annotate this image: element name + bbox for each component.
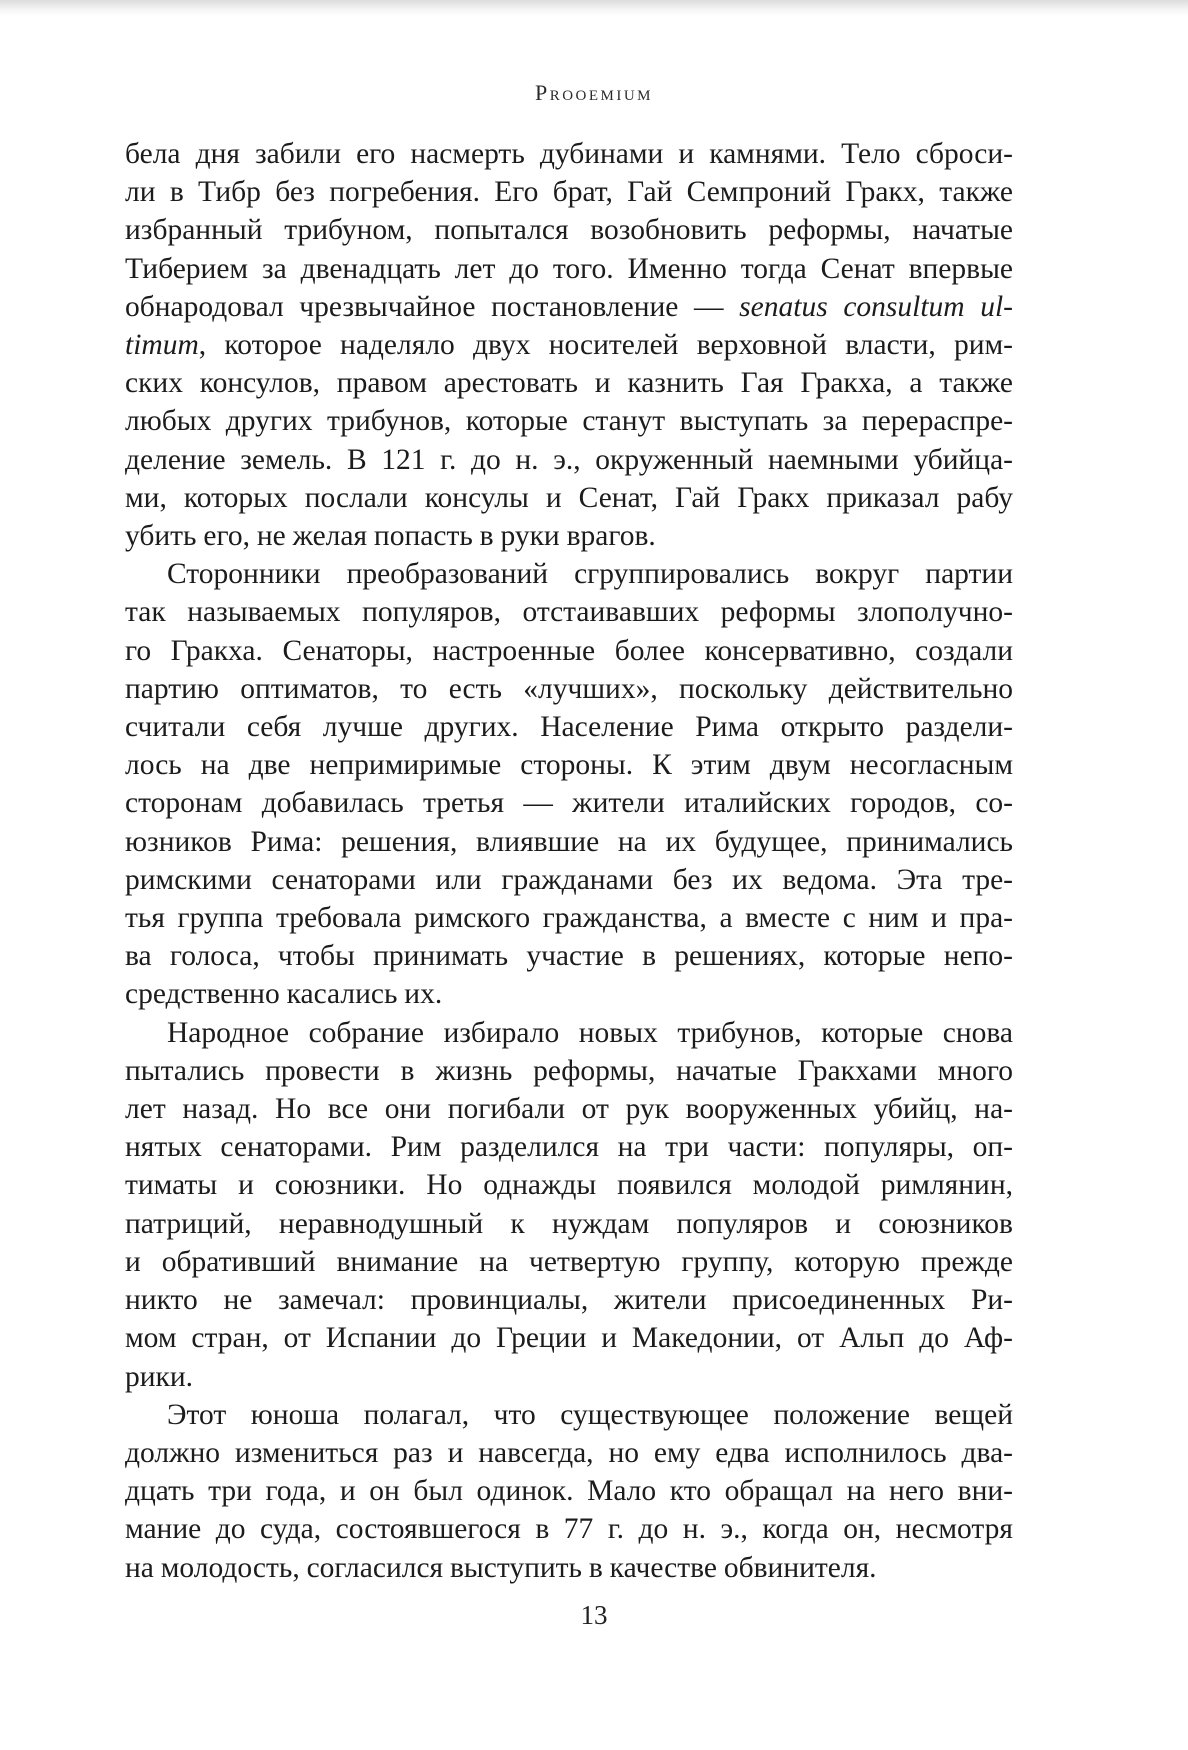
text-line — [125, 861, 1013, 899]
text-line — [125, 211, 1013, 249]
text-line — [125, 1281, 1013, 1319]
text-line — [125, 402, 1013, 440]
text-run: ли в Тибр без погребения. Его брат, Гай Семпроний Гракх, также — [125, 176, 1013, 209]
text-line — [125, 1090, 1013, 1128]
text-run: партию оптиматов, то есть «лучших», поскольку действительно — [125, 672, 1013, 705]
text-run: любых других трибунов, которые станут выступать за перераспре- — [125, 405, 1013, 438]
text-line — [125, 670, 1013, 708]
text-line — [125, 1510, 1013, 1548]
text-run: бела дня забили его насмерть дубинами и камнями. Тело сброси- — [125, 138, 1013, 170]
text-line — [125, 1434, 1013, 1472]
running-header: Prooemium — [534, 80, 654, 105]
body-text — [125, 135, 1013, 1587]
text-line — [125, 555, 1013, 593]
paragraph — [125, 1014, 1013, 1396]
text-run: деление земель. В 121 г. до н. э., окруженный наемными убийца- — [125, 443, 1013, 476]
text-run: сторонам добавилась третья — жители италийских городов, со- — [125, 787, 1013, 820]
page-top-shadow — [0, 0, 1188, 16]
text-run: рики. — [125, 1360, 194, 1393]
text-run: патриций, неравнодушный к нуждам популяров и союзников — [125, 1207, 1013, 1240]
page-number: 13 — [580, 1600, 608, 1630]
text-line — [125, 1128, 1013, 1166]
text-line — [125, 288, 1013, 326]
text-run: и обративший внимание на четвертую группу, которую прежде — [125, 1245, 1013, 1278]
text-line — [125, 1052, 1013, 1090]
text-line — [125, 784, 1013, 822]
text-run: мом стран, от Испании до Греции и Македонии, от Альп до Аф- — [125, 1322, 1013, 1355]
text-line — [125, 1166, 1013, 1204]
text-line — [125, 479, 1013, 517]
text-line — [125, 708, 1013, 746]
text-line — [125, 364, 1013, 402]
text-line — [125, 937, 1013, 975]
text-line — [125, 250, 1013, 288]
text-run: ва голоса, чтобы принимать участие в решениях, которые непо- — [125, 940, 1013, 973]
text-run: избранный трибуном, попытался возобновить реформы, начатые — [125, 214, 1013, 247]
text-line — [125, 173, 1013, 211]
text-line — [125, 632, 1013, 670]
text-run: пытались провести в жизнь реформы, начатые Гракхами много — [125, 1054, 1013, 1087]
text-line — [125, 441, 1013, 479]
text-run: на молодость, согласился выступить в качестве обвинителя. — [125, 1551, 877, 1584]
text-line — [125, 1472, 1013, 1510]
italic-phrase: timum — [125, 329, 199, 362]
text-line — [125, 975, 1013, 1013]
text-run: так называемых популяров, отстаивавших реформы злополучно- — [125, 596, 1013, 629]
text-line — [125, 326, 1013, 364]
text-line — [125, 1014, 1013, 1052]
text-run: считали себя лучше других. Население Рима открыто раздели- — [125, 711, 1013, 744]
text-run: дцать три года, и он был одинок. Мало кто обращал на него вни- — [125, 1475, 1013, 1508]
text-run: нятых сенаторами. Рим разделился на три части: популяры, оп- — [125, 1131, 1013, 1164]
text-run: Сторонники преобразований сгруппировались вокруг партии — [167, 558, 1013, 591]
text-run: юзников Рима: решения, влиявшие на их будущее, принимались — [125, 825, 1013, 858]
text-run: , которое наделяло двух носителей верховной власти, рим- — [198, 329, 1013, 362]
text-line — [125, 1319, 1013, 1357]
text-run: тья группа требовала римского гражданства, а вместе с ним и пра- — [125, 902, 1013, 935]
text-line — [125, 746, 1013, 784]
text-run: ских консулов, правом арестовать и казнить Гая Гракха, а также — [125, 367, 1013, 400]
text-run: тиматы и союзники. Но однажды появился молодой римлянин, — [125, 1169, 1013, 1202]
text-run: должно измениться раз и навсегда, но ему едва исполнилось два- — [125, 1436, 1013, 1469]
paragraph — [125, 555, 1013, 1013]
text-run: убить его, не желая попасть в руки врагов. — [125, 520, 656, 553]
text-run: мание до суда, состоявшегося в 77 г. до н. э., когда он, несмотря — [125, 1513, 1013, 1546]
text-line — [125, 1549, 1013, 1587]
text-run: средственно касались их. — [125, 978, 443, 1011]
paragraph — [125, 135, 1013, 555]
text-run: римскими сенаторами или гражданами без их ведома. Эта тре- — [125, 863, 1013, 896]
text-run: го Гракха. Сенаторы, настроенные более консервативно, создали — [125, 634, 1013, 667]
paragraph — [125, 1396, 1013, 1587]
text-line — [125, 823, 1013, 861]
text-line — [125, 1243, 1013, 1281]
italic-phrase: senatus consultum ul- — [739, 290, 1013, 323]
text-line — [125, 1205, 1013, 1243]
text-run: Тиберием за двенадцать лет до того. Именно тогда Сенат впервые — [125, 252, 1013, 285]
text-run: ми, которых послали консулы и Сенат, Гай Гракх приказал рабу — [125, 481, 1013, 514]
text-line — [125, 1396, 1013, 1434]
text-run: лось на две непримиримые стороны. К этим двум несогласным — [125, 749, 1013, 782]
text-run: обнародовал чрезвычайное постановление — — [125, 290, 740, 323]
text-line — [125, 517, 1013, 555]
text-run: Этот юноша полагал, что существующее положение вещей — [167, 1398, 1013, 1431]
text-line — [125, 593, 1013, 631]
text-line — [125, 1358, 1013, 1396]
text-line — [125, 135, 1013, 173]
text-run: никто не замечал: провинциалы, жители присоединенных Ри- — [125, 1284, 1013, 1317]
text-run: лет назад. Но все они погибали от рук вооруженных убийц, на- — [125, 1093, 1013, 1126]
text-run: Народное собрание избирало новых трибунов, которые снова — [167, 1016, 1013, 1049]
text-line — [125, 899, 1013, 937]
